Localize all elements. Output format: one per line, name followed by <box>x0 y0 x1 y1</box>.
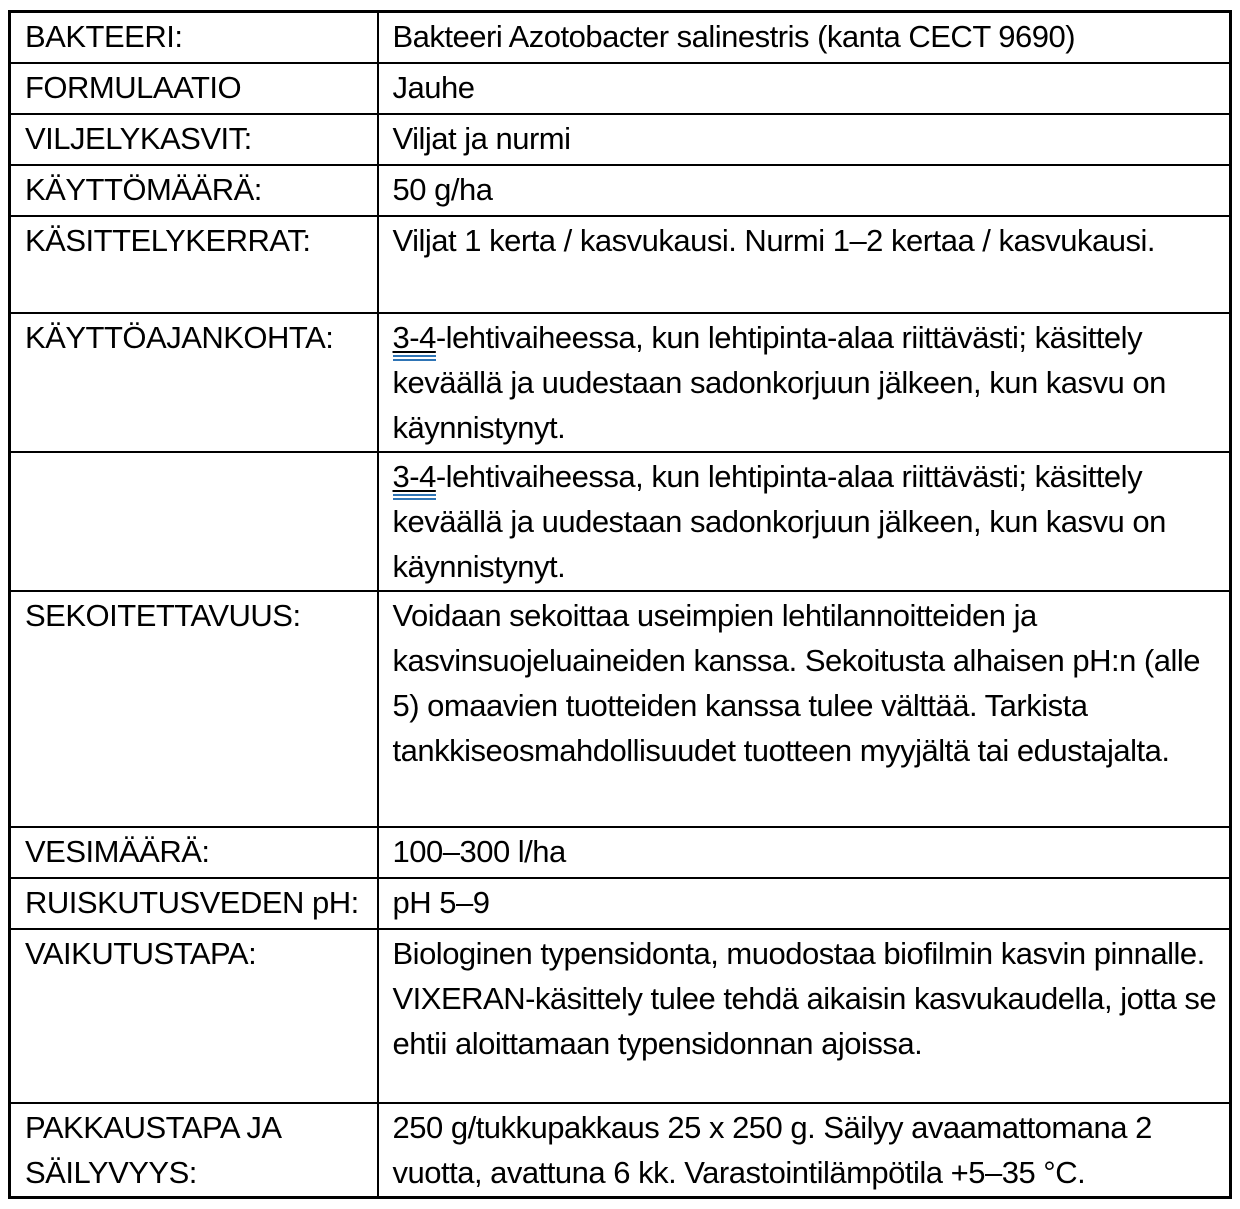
row-label: RUISKUTUSVEDEN pH: <box>10 878 378 929</box>
row-value: Biologinen typensidonta, muodostaa biofilmin kasvin pinnalle. VIXERAN-käsittely tulee tehdä aikaisin kasvukaudella, jotta se ehtii aloittamaan typensidonnan ajoissa. <box>378 929 1231 1103</box>
row-value-text: -lehtivaiheessa, kun lehtipinta-alaa riittävästi; käsittely keväällä ja uudestaan sadonkorjuun jälkeen, kun kasvu on käynnistynyt. <box>392 459 1166 584</box>
row-value: pH 5–9 <box>378 878 1231 929</box>
row-value: Viljat 1 kerta / kasvukausi. Nurmi 1–2 kertaa / kasvukausi. <box>378 216 1231 313</box>
table-row-formulaatio <box>10 63 1231 114</box>
row-label: KÄYTTÖMÄÄRÄ: <box>10 165 378 216</box>
grammar-marked-text: 3-4 <box>393 459 436 500</box>
row-value <box>378 313 1231 452</box>
row-value: Voidaan sekoittaa useimpien lehtilannoitteiden ja kasvinsuojeluaineiden kanssa. Sekoitusta alhaisen pH:n (alle 5) omaavien tuotteiden kanssa tulee välttää. Tarkista tankkiseosmahdollisuudet tuotteen myyjältä tai edustajalta. <box>378 591 1231 827</box>
table-row-vaikutustapa <box>10 929 1231 1103</box>
row-value: 100–300 l/ha <box>378 827 1231 878</box>
table-row-kayttomaara <box>10 165 1231 216</box>
table-row-kayttoajankohta <box>10 313 1231 452</box>
table-row-vesimaara <box>10 827 1231 878</box>
row-value: Jauhe <box>378 63 1231 114</box>
row-label: PAKKAUSTAPA JA SÄILYVYYS: <box>10 1103 378 1198</box>
table-row-sekoitettavuus <box>10 591 1231 827</box>
grammar-marked-text: 3-4 <box>393 320 436 361</box>
row-value: 50 g/ha <box>378 165 1231 216</box>
row-value: Bakteeri Azotobacter salinestris (kanta CECT 9690) <box>378 12 1231 64</box>
row-label: BAKTEERI: <box>10 12 378 64</box>
row-label: SEKOITETTAVUUS: <box>10 591 378 827</box>
row-label: VESIMÄÄRÄ: <box>10 827 378 878</box>
table-row-bakteeri <box>10 12 1231 64</box>
table-row-ruiskutusveden-ph <box>10 878 1231 929</box>
row-value-text: -lehtivaiheessa, kun lehtipinta-alaa riittävästi; käsittely keväällä ja uudestaan sadonkorjuun jälkeen, kun kasvu on käynnistynyt. <box>392 320 1166 445</box>
table-row-kayttoajankohta-2 <box>10 452 1231 591</box>
table-row-kasittelykerrat <box>10 216 1231 313</box>
table-row-pakkaustapa-ja-sailyvyys <box>10 1103 1231 1198</box>
row-label: KÄYTTÖAJANKOHTA: <box>10 313 378 452</box>
product-info-table <box>8 10 1232 1199</box>
row-label: FORMULAATIO <box>10 63 378 114</box>
row-value: Viljat ja nurmi <box>378 114 1231 165</box>
row-label <box>10 452 378 591</box>
row-value <box>378 452 1231 591</box>
row-value: 250 g/tukkupakkaus 25 x 250 g. Säilyy avaamattomana 2 vuotta, avattuna 6 kk. Varastointilämpötila +5–35 °C. <box>378 1103 1231 1198</box>
table-row-viljelykasvit <box>10 114 1231 165</box>
row-label: VILJELYKASVIT: <box>10 114 378 165</box>
row-label: VAIKUTUSTAPA: <box>10 929 378 1103</box>
row-label: KÄSITTELYKERRAT: <box>10 216 378 313</box>
